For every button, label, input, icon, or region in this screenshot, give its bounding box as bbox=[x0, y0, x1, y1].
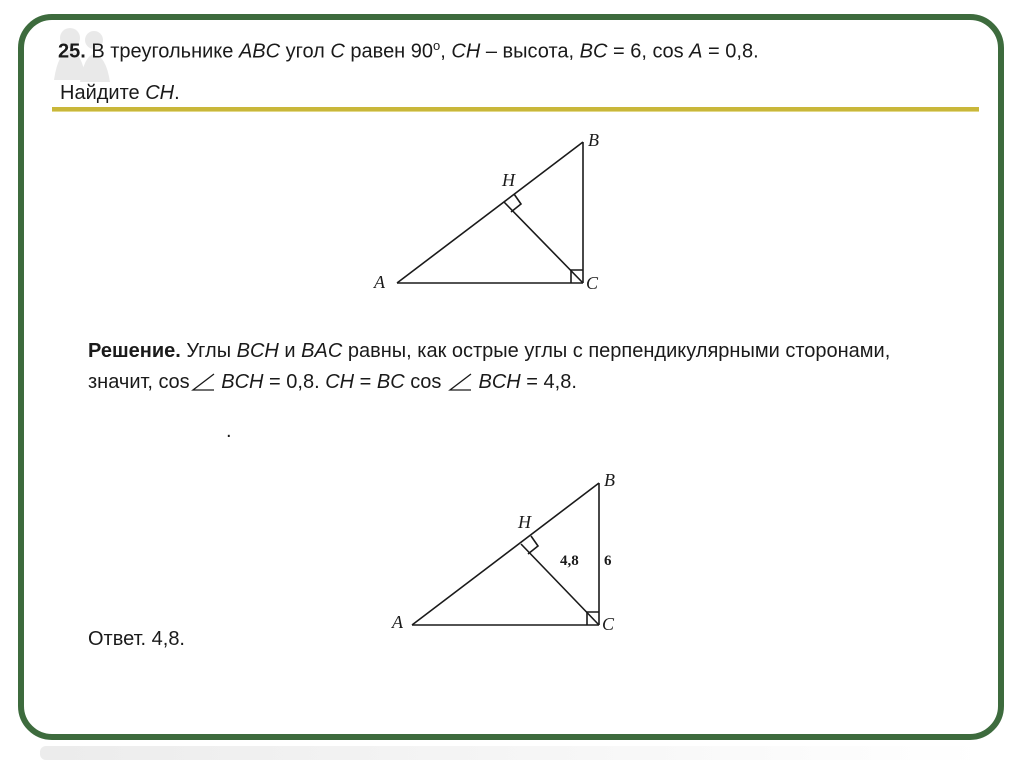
triangle-figure-top bbox=[370, 126, 620, 296]
footer-shadow bbox=[40, 746, 984, 760]
angle-symbol-icon bbox=[447, 372, 473, 392]
stray-dot: . bbox=[226, 420, 232, 442]
triangle-figure-bottom bbox=[388, 470, 638, 640]
solution-heading: Решение. bbox=[88, 340, 181, 362]
right-angle-h bbox=[511, 194, 521, 212]
label-b: B bbox=[588, 130, 599, 150]
label-a: A bbox=[374, 272, 385, 292]
side-ab bbox=[397, 142, 583, 283]
label-c: C bbox=[586, 273, 599, 293]
title-divider bbox=[52, 107, 979, 111]
label-h: H bbox=[502, 170, 515, 190]
answer-text: Ответ. 4,8. bbox=[88, 628, 185, 650]
angle-symbol-icon bbox=[190, 372, 216, 392]
bc-length-label: 6 bbox=[604, 553, 612, 569]
solution-text: Решение. Углы BCH и BAC равны, как острые углы с перпендикулярными сторонами, значит, cos BCH = 0,8. CH = BC cos BCH = 4,8. bbox=[88, 340, 891, 393]
problem-number: 25. bbox=[58, 40, 86, 63]
ch-length-label: 4,8 bbox=[560, 553, 579, 569]
find-question: Найдите CH. bbox=[60, 82, 180, 104]
label-h: H bbox=[518, 512, 531, 532]
label-a: A bbox=[392, 612, 403, 632]
label-b: B bbox=[604, 470, 615, 490]
label-c: C bbox=[602, 614, 615, 634]
right-angle-h bbox=[528, 536, 538, 554]
problem-statement: 25. В треугольнике ABC угол C равен 90$^o$, CH – высота, BC = 6, cos A = 0,8. bbox=[58, 38, 759, 63]
